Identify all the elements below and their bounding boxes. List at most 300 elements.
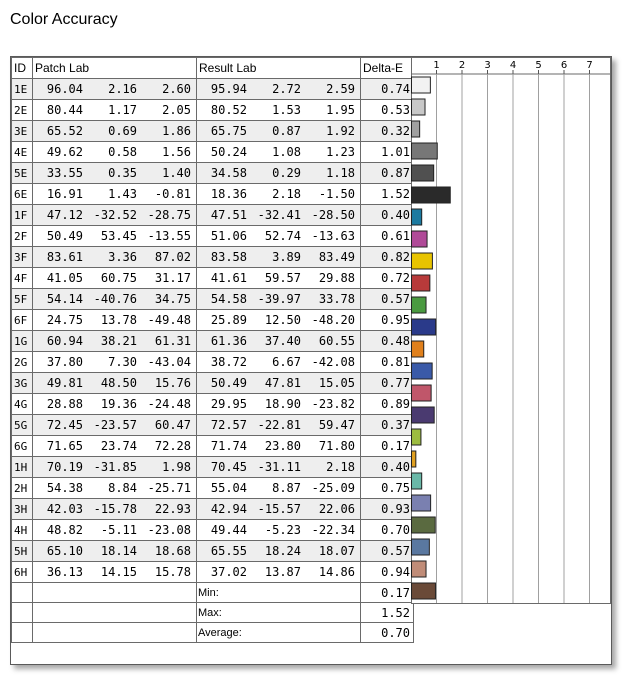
patch-a-value: 18.14	[100, 544, 137, 558]
delta-e-bar-chart	[411, 57, 611, 607]
result-l-value: 18.36	[210, 187, 247, 201]
patch-l-value: 96.04	[46, 82, 83, 96]
patch-a-value: 1.43	[108, 187, 137, 201]
result-lab-cell	[197, 415, 361, 436]
delta-e-bar	[412, 121, 420, 137]
result-b-value: 18.07	[318, 544, 355, 558]
result-lab-cell	[197, 457, 361, 478]
patch-id: 3H	[12, 499, 33, 520]
table-row	[12, 142, 414, 163]
patch-lab-cell	[33, 310, 197, 331]
patch-lab-cell	[33, 268, 197, 289]
table-row	[12, 457, 414, 478]
patch-lab-cell	[33, 541, 197, 562]
patch-a-value: 60.75	[100, 271, 137, 285]
result-l-value: 41.61	[210, 271, 247, 285]
delta-e-value: 1.01	[361, 142, 414, 163]
summary-label: Average:	[197, 623, 361, 643]
summary-row	[12, 603, 414, 623]
result-b-value: 1.92	[326, 124, 355, 138]
result-a-value: 37.40	[264, 334, 301, 348]
patch-l-value: 54.38	[46, 481, 83, 495]
patch-l-value: 49.81	[46, 376, 83, 390]
patch-id: 1F	[12, 205, 33, 226]
patch-l-value: 70.19	[46, 460, 83, 474]
patch-lab-cell	[33, 415, 197, 436]
summary-empty-patch	[33, 623, 197, 643]
table-row	[12, 520, 414, 541]
patch-l-value: 24.75	[46, 313, 83, 327]
delta-e-value: 0.61	[361, 226, 414, 247]
result-b-value: 29.88	[318, 271, 355, 285]
patch-lab-cell	[33, 121, 197, 142]
result-l-value: 83.58	[210, 250, 247, 264]
result-a-value: 13.87	[264, 565, 301, 579]
patch-b-value: 1.56	[162, 145, 191, 159]
patch-b-value: 18.68	[154, 544, 191, 558]
result-a-value: 6.67	[272, 355, 301, 369]
result-a-value: 18.24	[264, 544, 301, 558]
patch-l-value: 33.55	[46, 166, 83, 180]
result-lab-cell	[197, 352, 361, 373]
table-row	[12, 394, 414, 415]
patch-lab-cell	[33, 457, 197, 478]
result-b-value: 15.05	[318, 376, 355, 390]
delta-e-bar	[412, 429, 421, 445]
result-b-value: 71.80	[318, 439, 355, 453]
result-lab-cell	[197, 373, 361, 394]
patch-a-value: -32.52	[93, 208, 137, 222]
patch-a-value: 3.36	[108, 250, 137, 264]
patch-b-value: 87.02	[154, 250, 191, 264]
table-row	[12, 478, 414, 499]
patch-a-value: 13.78	[100, 313, 137, 327]
table-row	[12, 100, 414, 121]
delta-e-value: 0.94	[361, 562, 414, 583]
patch-l-value: 16.91	[46, 187, 83, 201]
result-a-value: -15.57	[257, 502, 301, 516]
patch-b-value: 22.93	[154, 502, 191, 516]
patch-id: 1G	[12, 331, 33, 352]
patch-b-value: 60.47	[154, 418, 191, 432]
result-a-value: 59.57	[264, 271, 301, 285]
table-row	[12, 310, 414, 331]
summary-value: 0.17	[361, 583, 414, 603]
patch-b-value: 1.40	[162, 166, 191, 180]
table-row	[12, 541, 414, 562]
summary-empty-id	[12, 603, 33, 623]
delta-e-bar	[412, 231, 428, 247]
result-b-value: 1.18	[326, 166, 355, 180]
patch-lab-cell	[33, 478, 197, 499]
delta-e-bar	[412, 77, 431, 93]
patch-id: 1E	[12, 79, 33, 100]
result-b-value: 1.95	[326, 103, 355, 117]
result-a-value: 2.72	[272, 82, 301, 96]
delta-e-value: 0.82	[361, 247, 414, 268]
patch-lab-cell	[33, 562, 197, 583]
summary-label: Min:	[197, 583, 361, 603]
result-a-value: 8.87	[272, 481, 301, 495]
color-accuracy-panel	[10, 56, 612, 665]
result-a-value: 0.87	[272, 124, 301, 138]
result-b-value: 83.49	[318, 250, 355, 264]
patch-l-value: 65.10	[46, 544, 83, 558]
patch-l-value: 48.82	[46, 523, 83, 537]
table-row	[12, 205, 414, 226]
patch-b-value: 15.76	[154, 376, 191, 390]
delta-e-value: 0.17	[361, 436, 414, 457]
patch-lab-cell	[33, 184, 197, 205]
patch-l-value: 28.88	[46, 397, 83, 411]
patch-b-value: 34.75	[154, 292, 191, 306]
patch-id: 3F	[12, 247, 33, 268]
table-row	[12, 415, 414, 436]
delta-e-bar	[412, 143, 438, 159]
result-l-value: 42.94	[210, 502, 247, 516]
result-l-value: 61.36	[210, 334, 247, 348]
header-row	[12, 58, 414, 79]
result-b-value: -25.09	[311, 481, 355, 495]
patch-a-value: 0.35	[108, 166, 137, 180]
result-lab-cell	[197, 268, 361, 289]
result-lab-cell	[197, 478, 361, 499]
result-lab-cell	[197, 163, 361, 184]
result-b-value: -28.50	[311, 208, 355, 222]
delta-e-value: 0.57	[361, 541, 414, 562]
table-row	[12, 331, 414, 352]
result-a-value: -5.23	[264, 523, 301, 537]
delta-e-value: 0.40	[361, 457, 414, 478]
delta-e-bar	[412, 209, 422, 225]
patch-l-value: 42.03	[46, 502, 83, 516]
patch-lab-cell	[33, 100, 197, 121]
patch-lab-cell	[33, 79, 197, 100]
tick-label: 3	[484, 60, 491, 71]
patch-b-value: -43.04	[147, 355, 191, 369]
delta-e-value: 1.52	[361, 184, 414, 205]
patch-b-value: -23.08	[147, 523, 191, 537]
delta-e-value: 0.40	[361, 205, 414, 226]
patch-a-value: 19.36	[100, 397, 137, 411]
result-l-value: 49.44	[210, 523, 247, 537]
page-title: Color Accuracy	[10, 11, 118, 28]
result-l-value: 50.24	[210, 145, 247, 159]
delta-e-bar	[412, 99, 426, 115]
result-l-value: 55.04	[210, 481, 247, 495]
patch-a-value: 0.58	[108, 145, 137, 159]
patch-id: 6F	[12, 310, 33, 331]
result-l-value: 38.72	[210, 355, 247, 369]
delta-e-value: 0.89	[361, 394, 414, 415]
result-b-value: 59.47	[318, 418, 355, 432]
table-row	[12, 499, 414, 520]
patch-l-value: 83.61	[46, 250, 83, 264]
patch-id: 4E	[12, 142, 33, 163]
patch-id: 2E	[12, 100, 33, 121]
result-l-value: 47.51	[210, 208, 247, 222]
patch-a-value: 38.21	[100, 334, 137, 348]
patch-lab-cell	[33, 499, 197, 520]
patch-b-value: 61.31	[154, 334, 191, 348]
result-a-value: 18.90	[264, 397, 301, 411]
delta-e-value: 0.95	[361, 310, 414, 331]
patch-l-value: 72.45	[46, 418, 83, 432]
patch-l-value: 37.80	[46, 355, 83, 369]
patch-id: 6H	[12, 562, 33, 583]
result-a-value: 0.29	[272, 166, 301, 180]
delta-e-bar	[412, 319, 436, 335]
patch-id: 2F	[12, 226, 33, 247]
result-b-value: 2.18	[326, 460, 355, 474]
patch-l-value: 54.14	[46, 292, 83, 306]
patch-id: 4H	[12, 520, 33, 541]
table-row	[12, 289, 414, 310]
delta-e-value: 0.53	[361, 100, 414, 121]
header-result-lab: Result Lab	[197, 58, 361, 79]
result-lab-cell	[197, 499, 361, 520]
result-a-value: 2.18	[272, 187, 301, 201]
patch-lab-cell	[33, 436, 197, 457]
result-a-value: 3.89	[272, 250, 301, 264]
result-a-value: -31.11	[257, 460, 301, 474]
delta-e-value: 0.77	[361, 373, 414, 394]
patch-a-value: 1.17	[108, 103, 137, 117]
delta-e-bar	[412, 407, 435, 423]
result-b-value: 14.86	[318, 565, 355, 579]
result-b-value: 22.06	[318, 502, 355, 516]
patch-lab-cell	[33, 289, 197, 310]
delta-e-bar	[412, 165, 434, 181]
tick-label: 1	[433, 60, 440, 71]
patch-id: 3G	[12, 373, 33, 394]
patch-id: 5H	[12, 541, 33, 562]
result-l-value: 95.94	[210, 82, 247, 96]
patch-id: 3E	[12, 121, 33, 142]
result-b-value: 1.23	[326, 145, 355, 159]
delta-e-bar	[412, 275, 430, 291]
patch-a-value: 23.74	[100, 439, 137, 453]
delta-e-bar	[412, 253, 433, 269]
result-lab-cell	[197, 100, 361, 121]
result-lab-cell	[197, 184, 361, 205]
delta-e-bar	[412, 341, 424, 357]
patch-lab-cell	[33, 520, 197, 541]
result-lab-cell	[197, 289, 361, 310]
patch-l-value: 49.62	[46, 145, 83, 159]
patch-l-value: 80.44	[46, 103, 83, 117]
result-b-value: -22.34	[311, 523, 355, 537]
delta-e-bar	[412, 517, 436, 533]
data-rows	[12, 79, 414, 583]
summary-value: 1.52	[361, 603, 414, 623]
result-l-value: 70.45	[210, 460, 247, 474]
patch-lab-cell	[33, 394, 197, 415]
patch-lab-cell	[33, 205, 197, 226]
patch-b-value: -24.48	[147, 397, 191, 411]
patch-a-value: 48.50	[100, 376, 137, 390]
result-b-value: 60.55	[318, 334, 355, 348]
summary-label: Max:	[197, 603, 361, 623]
result-b-value: 33.78	[318, 292, 355, 306]
tick-label: 5	[535, 60, 542, 71]
result-lab-cell	[197, 121, 361, 142]
patch-id: 5F	[12, 289, 33, 310]
result-b-value: -23.82	[311, 397, 355, 411]
patch-b-value: 2.60	[162, 82, 191, 96]
delta-e-bar	[412, 187, 451, 203]
result-l-value: 65.55	[210, 544, 247, 558]
result-l-value: 51.06	[210, 229, 247, 243]
summary-empty-id	[12, 623, 33, 643]
delta-e-bar	[412, 473, 422, 489]
table-row	[12, 226, 414, 247]
patch-id: 4F	[12, 268, 33, 289]
patch-id: 5E	[12, 163, 33, 184]
result-l-value: 25.89	[210, 313, 247, 327]
tick-label: 4	[509, 60, 517, 71]
patch-id: 2G	[12, 352, 33, 373]
result-l-value: 72.57	[210, 418, 247, 432]
patch-lab-cell	[33, 373, 197, 394]
patch-a-value: -5.11	[100, 523, 137, 537]
table-row	[12, 562, 414, 583]
result-lab-cell	[197, 226, 361, 247]
patch-b-value: 1.86	[162, 124, 191, 138]
patch-a-value: -15.78	[93, 502, 137, 516]
header-patch-lab: Patch Lab	[33, 58, 197, 79]
delta-e-value: 0.57	[361, 289, 414, 310]
result-a-value: 47.81	[264, 376, 301, 390]
patch-l-value: 65.52	[46, 124, 83, 138]
patch-id: 2H	[12, 478, 33, 499]
result-l-value: 54.58	[210, 292, 247, 306]
patch-a-value: -40.76	[93, 292, 137, 306]
result-l-value: 37.02	[210, 565, 247, 579]
result-lab-cell	[197, 142, 361, 163]
patch-b-value: 72.28	[154, 439, 191, 453]
patch-l-value: 50.49	[46, 229, 83, 243]
header-delta-e: Delta-E	[361, 58, 414, 79]
result-b-value: 2.59	[326, 82, 355, 96]
patch-a-value: 2.16	[108, 82, 137, 96]
result-b-value: -42.08	[311, 355, 355, 369]
delta-e-bar	[412, 385, 432, 401]
table-row	[12, 352, 414, 373]
patch-a-value: 14.15	[100, 565, 137, 579]
patch-a-value: 8.84	[108, 481, 137, 495]
delta-e-value: 0.74	[361, 79, 414, 100]
delta-e-bar	[412, 363, 433, 379]
patch-a-value: 53.45	[100, 229, 137, 243]
table-row	[12, 79, 414, 100]
result-l-value: 80.52	[210, 103, 247, 117]
patch-id: 6E	[12, 184, 33, 205]
patch-lab-cell	[33, 226, 197, 247]
patch-lab-cell	[33, 163, 197, 184]
patch-b-value: -13.55	[147, 229, 191, 243]
patch-lab-cell	[33, 142, 197, 163]
delta-e-bar	[412, 297, 427, 313]
delta-e-value: 0.93	[361, 499, 414, 520]
patch-b-value: 1.98	[162, 460, 191, 474]
summary-empty-patch	[33, 603, 197, 623]
delta-e-value: 0.75	[361, 478, 414, 499]
result-lab-cell	[197, 205, 361, 226]
result-l-value: 29.95	[210, 397, 247, 411]
patch-id: 1H	[12, 457, 33, 478]
table-row	[12, 247, 414, 268]
result-lab-cell	[197, 310, 361, 331]
color-accuracy-table	[11, 57, 414, 643]
result-l-value: 34.58	[210, 166, 247, 180]
result-l-value: 50.49	[210, 376, 247, 390]
result-lab-cell	[197, 331, 361, 352]
result-lab-cell	[197, 541, 361, 562]
patch-b-value: -28.75	[147, 208, 191, 222]
tick-label: 7	[586, 60, 593, 71]
patch-b-value: -25.71	[147, 481, 191, 495]
chart-frame	[412, 58, 611, 604]
patch-l-value: 60.94	[46, 334, 83, 348]
result-b-value: -48.20	[311, 313, 355, 327]
table-row	[12, 436, 414, 457]
patch-b-value: 31.17	[154, 271, 191, 285]
result-lab-cell	[197, 436, 361, 457]
result-lab-cell	[197, 394, 361, 415]
summary-row	[12, 623, 414, 643]
tick-label: 2	[458, 60, 466, 71]
result-l-value: 65.75	[210, 124, 247, 138]
table-row	[12, 184, 414, 205]
patch-l-value: 36.13	[46, 565, 83, 579]
summary-row	[12, 583, 414, 603]
result-a-value: 1.08	[272, 145, 301, 159]
summary-empty-id	[12, 583, 33, 603]
delta-e-value: 0.37	[361, 415, 414, 436]
patch-b-value: 2.05	[162, 103, 191, 117]
table-row	[12, 268, 414, 289]
result-lab-cell	[197, 247, 361, 268]
table-row	[12, 121, 414, 142]
patch-b-value: 15.78	[154, 565, 191, 579]
patch-a-value: -23.57	[93, 418, 137, 432]
delta-e-bar	[412, 583, 436, 599]
summary-rows	[12, 583, 414, 643]
result-a-value: 23.80	[264, 439, 301, 453]
delta-e-value: 0.87	[361, 163, 414, 184]
patch-lab-cell	[33, 247, 197, 268]
result-a-value: -22.81	[257, 418, 301, 432]
delta-e-value: 0.70	[361, 520, 414, 541]
patch-l-value: 41.05	[46, 271, 83, 285]
patch-b-value: -0.81	[154, 187, 191, 201]
delta-e-value: 0.72	[361, 268, 414, 289]
table-row	[12, 373, 414, 394]
delta-e-bar	[412, 539, 430, 555]
result-a-value: -32.41	[257, 208, 301, 222]
delta-e-value: 0.48	[361, 331, 414, 352]
result-a-value: 52.74	[264, 229, 301, 243]
patch-a-value: -31.85	[93, 460, 137, 474]
delta-e-bar	[412, 561, 427, 577]
result-l-value: 71.74	[210, 439, 247, 453]
delta-e-value: 0.81	[361, 352, 414, 373]
result-a-value: 12.50	[264, 313, 301, 327]
patch-l-value: 71.65	[46, 439, 83, 453]
delta-e-bar	[412, 495, 431, 511]
result-lab-cell	[197, 520, 361, 541]
